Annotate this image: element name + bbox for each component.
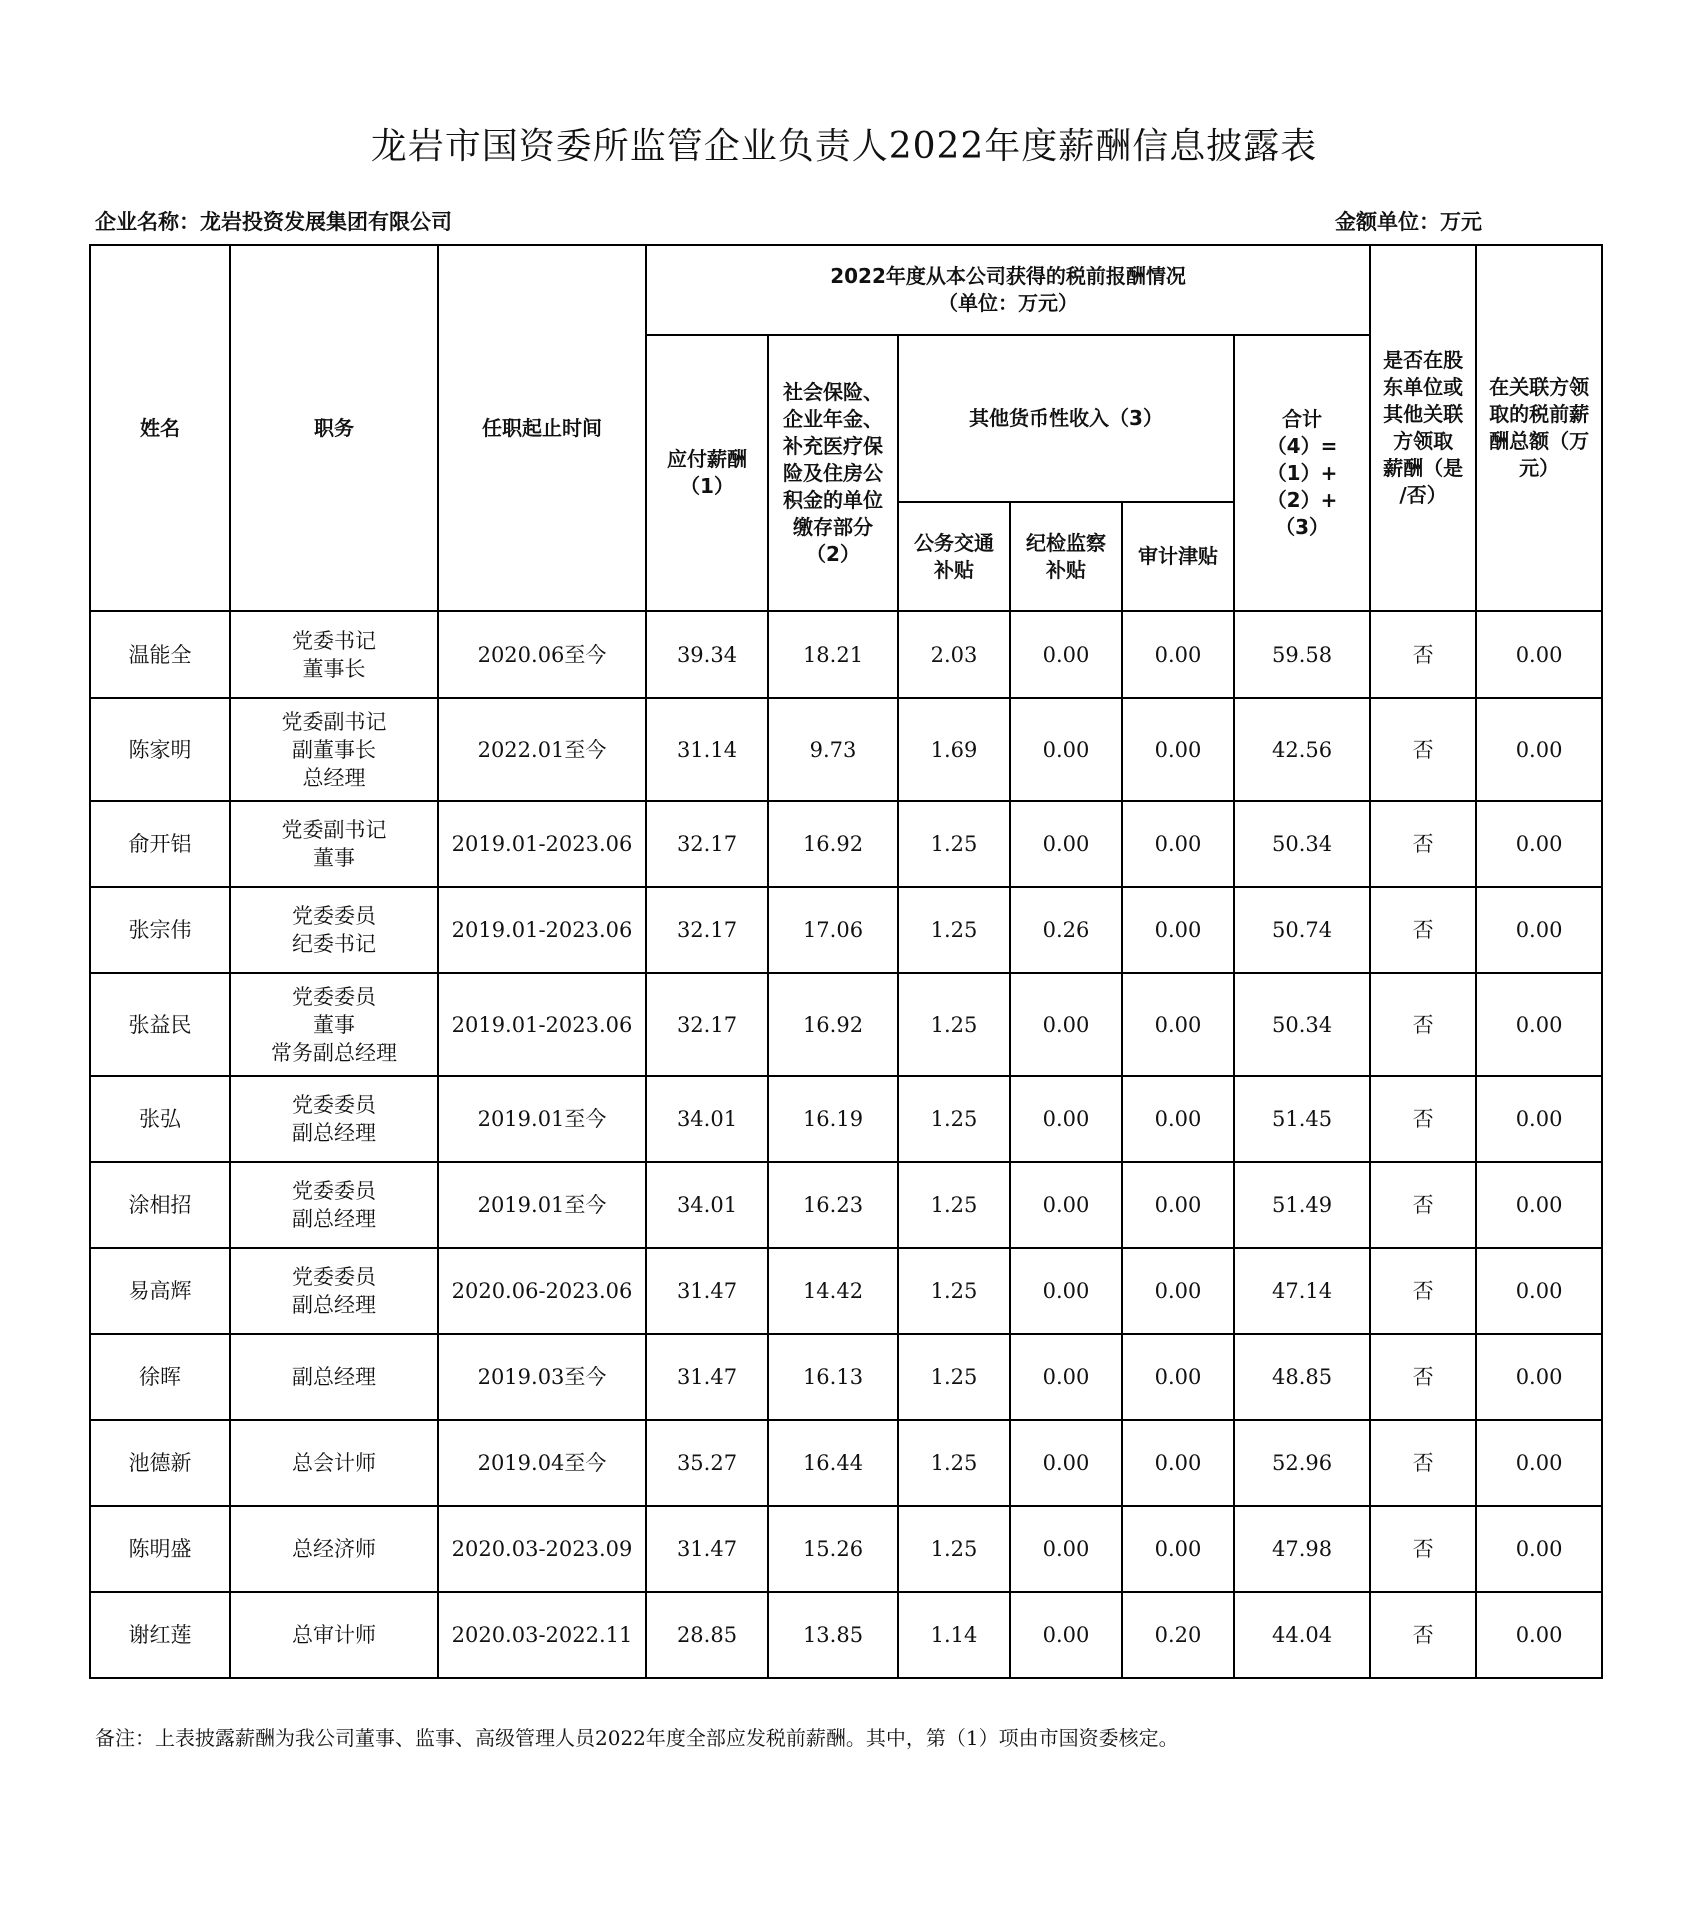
cell-total: 50.34 (1234, 801, 1370, 887)
cell-audit: 0.00 (1122, 801, 1234, 887)
cell-total: 48.85 (1234, 1334, 1370, 1420)
header-related-party-amount: 在关联方领 取的税前薪 酬总额（万 元） (1476, 245, 1602, 611)
cell-total: 52.96 (1234, 1420, 1370, 1506)
cell-related-amount: 0.00 (1476, 1076, 1602, 1162)
cell-position: 党委副书记 副董事长 总经理 (230, 698, 438, 801)
cell-total: 50.34 (1234, 973, 1370, 1076)
cell-audit: 0.00 (1122, 1334, 1234, 1420)
cell-related-amount: 0.00 (1476, 973, 1602, 1076)
cell-salary: 39.34 (646, 611, 768, 698)
cell-related-amount: 0.00 (1476, 1162, 1602, 1248)
cell-salary: 34.01 (646, 1076, 768, 1162)
cell-inspection: 0.00 (1010, 801, 1122, 887)
cell-name: 张弘 (90, 1076, 230, 1162)
cell-transport: 2.03 (898, 611, 1010, 698)
cell-inspection: 0.00 (1010, 1506, 1122, 1592)
cell-total: 59.58 (1234, 611, 1370, 698)
header-inspection-allowance: 纪检监察 补贴 (1010, 502, 1122, 611)
header-salary: 应付薪酬 （1） (646, 335, 768, 611)
cell-related-amount: 0.00 (1476, 1248, 1602, 1334)
table-row (90, 1420, 1602, 1506)
cell-salary: 35.27 (646, 1420, 768, 1506)
cell-name: 陈家明 (90, 698, 230, 801)
cell-transport: 1.25 (898, 1076, 1010, 1162)
document-title: 龙岩市国资委所监管企业负责人2022年度薪酬信息披露表 (370, 126, 1318, 167)
cell-position: 党委委员 纪委书记 (230, 887, 438, 973)
cell-transport: 1.25 (898, 1334, 1010, 1420)
cell-related-amount: 0.00 (1476, 1592, 1602, 1678)
cell-name: 易高辉 (90, 1248, 230, 1334)
cell-transport: 1.25 (898, 1506, 1010, 1592)
cell-inspection: 0.26 (1010, 887, 1122, 973)
cell-audit: 0.00 (1122, 1420, 1234, 1506)
cell-transport: 1.14 (898, 1592, 1010, 1678)
table-row (90, 1162, 1602, 1248)
cell-insurance: 16.23 (768, 1162, 898, 1248)
header-audit-allowance: 审计津贴 (1122, 502, 1234, 611)
cell-total: 51.45 (1234, 1076, 1370, 1162)
table-row (90, 801, 1602, 887)
cell-term: 2020.03-2023.09 (438, 1506, 646, 1592)
footnote-remark: 备注：上表披露薪酬为我公司董事、监事、高级管理人员2022年度全部应发税前薪酬。其中，第（1）项由市国资委核定。 (95, 1726, 1179, 1750)
table-row (90, 1076, 1602, 1162)
cell-term: 2019.01-2023.06 (438, 973, 646, 1076)
cell-transport: 1.25 (898, 1162, 1010, 1248)
cell-salary: 31.47 (646, 1248, 768, 1334)
cell-position: 总经济师 (230, 1506, 438, 1592)
cell-audit: 0.00 (1122, 698, 1234, 801)
cell-total: 42.56 (1234, 698, 1370, 801)
cell-transport: 1.69 (898, 698, 1010, 801)
cell-audit: 0.00 (1122, 611, 1234, 698)
cell-related-flag: 否 (1370, 611, 1476, 698)
cell-name: 谢红莲 (90, 1592, 230, 1678)
cell-inspection: 0.00 (1010, 1420, 1122, 1506)
header-position: 职务 (230, 245, 438, 611)
table-row (90, 887, 1602, 973)
salary-disclosure-table (89, 244, 1603, 1679)
cell-inspection: 0.00 (1010, 1592, 1122, 1678)
header-other-income: 其他货币性收入（3） (898, 335, 1234, 502)
table-row (90, 1592, 1602, 1678)
cell-term: 2019.01至今 (438, 1162, 646, 1248)
cell-insurance: 16.44 (768, 1420, 898, 1506)
cell-salary: 31.14 (646, 698, 768, 801)
header-term: 任职起止时间 (438, 245, 646, 611)
cell-total: 44.04 (1234, 1592, 1370, 1678)
cell-insurance: 17.06 (768, 887, 898, 973)
company-name-label: 企业名称：龙岩投资发展集团有限公司 (95, 210, 452, 234)
cell-related-flag: 否 (1370, 801, 1476, 887)
cell-audit: 0.00 (1122, 973, 1234, 1076)
cell-position: 党委委员 董事 常务副总经理 (230, 973, 438, 1076)
table-body (90, 611, 1602, 1678)
cell-insurance: 18.21 (768, 611, 898, 698)
cell-transport: 1.25 (898, 801, 1010, 887)
cell-inspection: 0.00 (1010, 1334, 1122, 1420)
cell-related-flag: 否 (1370, 1592, 1476, 1678)
cell-transport: 1.25 (898, 1248, 1010, 1334)
cell-salary: 32.17 (646, 887, 768, 973)
cell-audit: 0.00 (1122, 887, 1234, 973)
cell-related-flag: 否 (1370, 1162, 1476, 1248)
cell-salary: 31.47 (646, 1334, 768, 1420)
cell-related-amount: 0.00 (1476, 1506, 1602, 1592)
header-total: 合计 （4）= （1）+ （2）+ （3） (1234, 335, 1370, 611)
cell-name: 池德新 (90, 1420, 230, 1506)
cell-audit: 0.00 (1122, 1248, 1234, 1334)
cell-position: 总审计师 (230, 1592, 438, 1678)
cell-position: 党委委员 副总经理 (230, 1248, 438, 1334)
cell-related-flag: 否 (1370, 1334, 1476, 1420)
cell-name: 温能全 (90, 611, 230, 698)
cell-insurance: 14.42 (768, 1248, 898, 1334)
table-row (90, 698, 1602, 801)
cell-inspection: 0.00 (1010, 1162, 1122, 1248)
cell-audit: 0.00 (1122, 1506, 1234, 1592)
cell-total: 51.49 (1234, 1162, 1370, 1248)
cell-position: 党委委员 副总经理 (230, 1162, 438, 1248)
cell-inspection: 0.00 (1010, 973, 1122, 1076)
header-insurance: 社会保险、 企业年金、 补充医疗保 险及住房公 积金的单位 缴存部分 （2） (768, 335, 898, 611)
cell-salary: 34.01 (646, 1162, 768, 1248)
table-row (90, 1334, 1602, 1420)
cell-transport: 1.25 (898, 973, 1010, 1076)
currency-unit-label: 金额单位：万元 (1335, 210, 1482, 234)
cell-salary: 31.47 (646, 1506, 768, 1592)
cell-insurance: 16.92 (768, 801, 898, 887)
cell-name: 陈明盛 (90, 1506, 230, 1592)
cell-position: 党委委员 副总经理 (230, 1076, 438, 1162)
cell-term: 2020.06-2023.06 (438, 1248, 646, 1334)
cell-term: 2020.06至今 (438, 611, 646, 698)
cell-audit: 0.20 (1122, 1592, 1234, 1678)
cell-salary: 32.17 (646, 973, 768, 1076)
cell-name: 张益民 (90, 973, 230, 1076)
header-pretax-pay-group: 2022年度从本公司获得的税前报酬情况 （单位：万元） (646, 245, 1370, 335)
cell-audit: 0.00 (1122, 1076, 1234, 1162)
cell-position: 副总经理 (230, 1334, 438, 1420)
cell-total: 50.74 (1234, 887, 1370, 973)
cell-transport: 1.25 (898, 1420, 1010, 1506)
cell-related-amount: 0.00 (1476, 801, 1602, 887)
cell-inspection: 0.00 (1010, 1076, 1122, 1162)
cell-position: 党委副书记 董事 (230, 801, 438, 887)
cell-related-flag: 否 (1370, 1420, 1476, 1506)
cell-salary: 32.17 (646, 801, 768, 887)
cell-related-flag: 否 (1370, 1248, 1476, 1334)
cell-term: 2019.01-2023.06 (438, 801, 646, 887)
cell-name: 涂相招 (90, 1162, 230, 1248)
table-row (90, 973, 1602, 1076)
table-row (90, 1248, 1602, 1334)
header-related-party-flag: 是否在股 东单位或 其他关联 方领取 薪酬（是 /否） (1370, 245, 1476, 611)
cell-term: 2019.01至今 (438, 1076, 646, 1162)
cell-related-flag: 否 (1370, 1076, 1476, 1162)
cell-position: 总会计师 (230, 1420, 438, 1506)
cell-inspection: 0.00 (1010, 611, 1122, 698)
cell-related-amount: 0.00 (1476, 698, 1602, 801)
table-row (90, 1506, 1602, 1592)
cell-inspection: 0.00 (1010, 1248, 1122, 1334)
table-header (90, 245, 1602, 611)
cell-insurance: 13.85 (768, 1592, 898, 1678)
cell-related-amount: 0.00 (1476, 1420, 1602, 1506)
cell-transport: 1.25 (898, 887, 1010, 973)
cell-insurance: 9.73 (768, 698, 898, 801)
cell-related-flag: 否 (1370, 973, 1476, 1076)
cell-salary: 28.85 (646, 1592, 768, 1678)
cell-insurance: 15.26 (768, 1506, 898, 1592)
cell-term: 2020.03-2022.11 (438, 1592, 646, 1678)
cell-related-flag: 否 (1370, 1506, 1476, 1592)
cell-related-amount: 0.00 (1476, 887, 1602, 973)
header-transport-allowance: 公务交通 补贴 (898, 502, 1010, 611)
cell-related-amount: 0.00 (1476, 611, 1602, 698)
cell-related-amount: 0.00 (1476, 1334, 1602, 1420)
cell-name: 徐晖 (90, 1334, 230, 1420)
cell-term: 2022.01至今 (438, 698, 646, 801)
cell-term: 2019.01-2023.06 (438, 887, 646, 973)
cell-insurance: 16.13 (768, 1334, 898, 1420)
cell-position: 党委书记 董事长 (230, 611, 438, 698)
cell-term: 2019.03至今 (438, 1334, 646, 1420)
cell-insurance: 16.92 (768, 973, 898, 1076)
cell-inspection: 0.00 (1010, 698, 1122, 801)
table-row (90, 611, 1602, 698)
cell-related-flag: 否 (1370, 698, 1476, 801)
cell-name: 俞开铝 (90, 801, 230, 887)
cell-total: 47.14 (1234, 1248, 1370, 1334)
header-name: 姓名 (90, 245, 230, 611)
cell-audit: 0.00 (1122, 1162, 1234, 1248)
cell-insurance: 16.19 (768, 1076, 898, 1162)
cell-term: 2019.04至今 (438, 1420, 646, 1506)
cell-related-flag: 否 (1370, 887, 1476, 973)
cell-total: 47.98 (1234, 1506, 1370, 1592)
cell-name: 张宗伟 (90, 887, 230, 973)
